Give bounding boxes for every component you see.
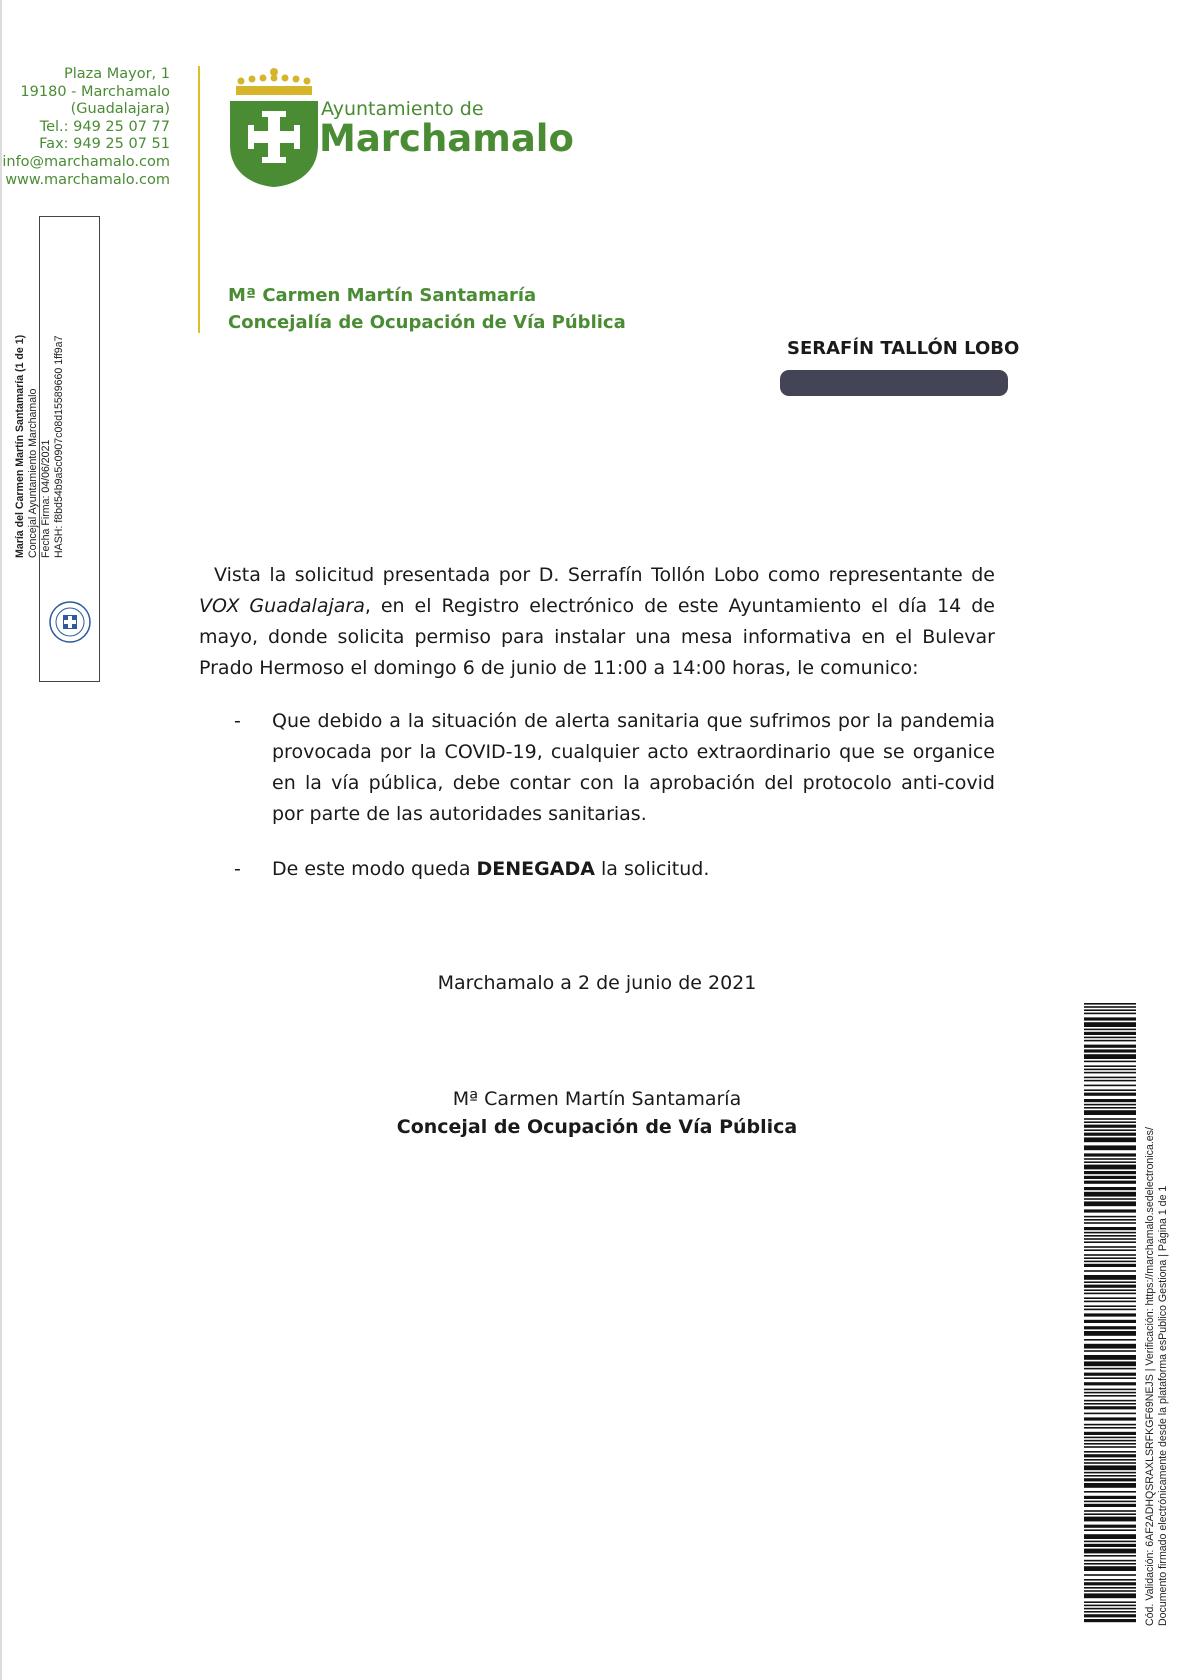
stamp-role: Concejal Ayuntamiento Marchamalo [27, 388, 39, 558]
barcode-bar [1084, 1222, 1136, 1224]
barcode-bar [1084, 1478, 1136, 1481]
barcode-bar [1084, 1496, 1136, 1499]
barcode-bar [1084, 1077, 1136, 1079]
validation-platform: Documento firmado electrónicamente desde la plataforma esPublico Gestiona | Página 1 de 1 [1156, 1185, 1169, 1626]
sender-name: Mª Carmen Martín Santamaría [228, 285, 537, 306]
barcode-bar [1084, 1187, 1136, 1190]
barcode-bar [1084, 1145, 1136, 1150]
barcode-bar [1084, 1216, 1136, 1218]
barcode-bar [1084, 1080, 1136, 1082]
barcode-bar [1084, 1249, 1136, 1251]
barcode-bar [1084, 1417, 1136, 1420]
barcode-bar [1084, 1032, 1136, 1035]
page-edge [0, 0, 2, 1680]
barcode-bar [1084, 1395, 1136, 1397]
signature-title: Concejal de Ocupación de Vía Pública [396, 1116, 798, 1138]
barcode-bar [1084, 1257, 1136, 1259]
barcode-bar [1084, 1171, 1136, 1174]
barcode-bar [1084, 1125, 1136, 1128]
barcode-bar [1084, 1601, 1136, 1603]
barcode-bar [1084, 1437, 1136, 1439]
barcode-bar [1084, 1040, 1136, 1042]
barcode-bar [1084, 1305, 1136, 1307]
barcode-bar [1084, 1579, 1136, 1581]
barcode-bar [1084, 1459, 1136, 1461]
barcode-bar [1084, 1525, 1136, 1528]
barcode-bar [1084, 1297, 1136, 1299]
barcode-bar [1084, 1361, 1136, 1366]
barcode-bar [1084, 1158, 1136, 1160]
barcode-bar [1084, 1275, 1136, 1280]
barcode-bar [1084, 1454, 1136, 1457]
barcode-bar [1084, 1285, 1136, 1288]
barcode-bar [1084, 1181, 1136, 1184]
barcode-bar [1084, 1227, 1136, 1230]
barcode-bar [1084, 1301, 1136, 1303]
barcode-bar [1084, 1254, 1136, 1256]
barcode-bar [1084, 1331, 1136, 1336]
barcode-bar [1084, 1246, 1136, 1248]
barcode-bar [1084, 1501, 1136, 1503]
barcode-bar [1084, 1281, 1136, 1283]
barcode-bar [1084, 1392, 1136, 1394]
barcode-bar [1084, 1377, 1136, 1379]
barcode-bar [1084, 1121, 1136, 1123]
barcode-bar [1084, 1563, 1136, 1565]
body-paragraph [199, 560, 995, 684]
barcode-bar [1084, 1574, 1136, 1576]
barcode-bar [1084, 1293, 1136, 1295]
barcode-bar [1084, 1165, 1136, 1170]
barcode-bar [1084, 1201, 1136, 1206]
barcode-bar [1084, 1534, 1136, 1539]
barcode-bar [1084, 1424, 1136, 1426]
barcode-bar [1084, 1326, 1136, 1329]
barcode-bar [1084, 1099, 1136, 1102]
barcode-bar [1084, 1133, 1136, 1136]
barcode-bar [1084, 1504, 1136, 1507]
barcode-bar [1084, 1085, 1136, 1087]
barcode-bar [1084, 1022, 1136, 1027]
barcode-bar [1084, 1232, 1136, 1234]
barcode-bar [1084, 1006, 1136, 1008]
barcode-bar [1084, 1029, 1136, 1031]
barcode-bar [1084, 1093, 1136, 1096]
barcode-bar [1084, 1465, 1136, 1470]
barcode-bar [1084, 1069, 1136, 1071]
barcode-bar [1084, 1443, 1136, 1445]
barcode-bar [1084, 1313, 1136, 1316]
barcode-bar [1084, 1104, 1136, 1106]
barcode-bar [1084, 1440, 1136, 1442]
contact-fax: Fax: 949 25 07 51 [39, 136, 170, 153]
barcode-bar [1084, 1475, 1136, 1477]
barcode-bar [1084, 1110, 1136, 1115]
contact-postal: 19180 - Marchamalo [20, 83, 170, 100]
barcode-bar [1084, 1614, 1136, 1617]
barcode-bar [1084, 1107, 1136, 1109]
barcode-bar [1084, 1491, 1136, 1493]
barcode-bar [1084, 1118, 1136, 1120]
validation-code: Cód. Validación: 6AF2ADHQSRAXLSRFKGF69NEJS | Verificación: https://marchamalo.sedelectronica.es/ [1144, 1127, 1156, 1626]
barcode-bar [1084, 1608, 1136, 1610]
party-name: VOX Guadalajara [199, 595, 365, 617]
barcode-bar [1084, 1517, 1136, 1522]
barcode-bar [1084, 1373, 1136, 1376]
bullet-dash: - [234, 710, 241, 732]
brand-line-1: Ayuntamiento de [321, 98, 484, 120]
barcode-bar [1084, 1368, 1136, 1370]
barcode-bar [1084, 1009, 1136, 1011]
barcode-bar [1084, 1541, 1136, 1543]
barcode-bar [1084, 1238, 1136, 1240]
stamp-hash: HASH: f8bd54b9a5c0907c08d15589660 1ff9a7 [53, 335, 65, 558]
barcode-bar [1084, 1400, 1136, 1402]
barcode-bar [1084, 1619, 1136, 1622]
header-divider [198, 66, 200, 333]
barcode-bar [1084, 1270, 1136, 1272]
recipient-name: SERAFÍN TALLÓN LOBO [787, 338, 1020, 359]
barcode-bar [1084, 1320, 1136, 1323]
barcode-bar [1084, 1344, 1136, 1349]
barcode-bar [1084, 1198, 1136, 1200]
bullet-text-a: De este modo queda [272, 858, 477, 880]
brand-line-2: Marchamalo [319, 117, 574, 160]
barcode-bar [1084, 1264, 1136, 1267]
barcode-bar [1084, 1544, 1136, 1547]
barcode-bar [1084, 1513, 1136, 1515]
list-item [199, 854, 995, 885]
barcode-bar [1084, 1235, 1136, 1237]
seal-icon [48, 600, 92, 644]
barcode-bar [1084, 1605, 1136, 1607]
barcode-bar [1084, 1219, 1136, 1221]
barcode-bar [1084, 1582, 1136, 1585]
barcode-bar [1084, 1483, 1136, 1488]
sender-department: Concejalía de Ocupación de Vía Pública [228, 312, 626, 333]
contact-block [0, 66, 170, 189]
contact-address: Plaza Mayor, 1 [63, 66, 170, 82]
barcode-bar [1084, 1587, 1136, 1589]
barcode-bar [1084, 1510, 1136, 1512]
barcode-bar [1084, 1045, 1136, 1048]
list-item [199, 706, 995, 830]
stamp-signer: María del Carmen Martín Santamaría (1 de 1) [14, 334, 26, 558]
para-text-b: , en el Registro electrónico de este Ayuntamiento el día 14 de mayo, donde solicita permiso para instalar una mesa informativa en el Bulevar Prado Hermoso el domingo 6 de junio de 11:00 a 14:00 horas, le comunico: [199, 595, 995, 679]
barcode-bar [1084, 1017, 1136, 1020]
barcode-bar [1084, 1413, 1136, 1415]
bullet-text: Que debido a la situación de alerta sanitaria que sufrimos por la pandemia provocada por la COVID-19, cualquier acto extraordinario que se organice en la vía pública, debe contar con la aprobación del protocolo anti-covid por parte de las autoridades sanitarias. [272, 710, 995, 825]
municipal-crest-logo [228, 67, 320, 189]
barcode-bar [1084, 1555, 1136, 1557]
barcode-bar [1084, 1446, 1136, 1448]
barcode-bar [1084, 1072, 1136, 1074]
contact-province: (Guadalajara) [70, 101, 170, 118]
barcode-bar [1084, 1382, 1136, 1385]
barcode-bar [1084, 1566, 1136, 1571]
barcode-bar [1084, 1289, 1136, 1291]
barcode-bar [1084, 1593, 1136, 1598]
contact-tel: Tel.: 949 25 07 77 [39, 118, 170, 135]
barcode-bar [1084, 1241, 1136, 1243]
stamp-date: Fecha Firma: 04/06/2021 [40, 439, 52, 558]
barcode-bar [1084, 1549, 1136, 1554]
barcode-bar [1084, 1427, 1136, 1429]
barcode-bar [1084, 1451, 1136, 1453]
barcode-bar [1084, 1192, 1136, 1197]
barcode-bar [1084, 1054, 1136, 1059]
barcode-bar [1084, 1049, 1136, 1052]
barcode-bar [1084, 1403, 1136, 1405]
barcode-bar [1084, 1309, 1136, 1311]
barcode-bar [1084, 1013, 1136, 1015]
signature-block [199, 1085, 995, 1141]
bullet-text-c: la solicitud. [594, 858, 710, 880]
barcode-bar [1084, 1355, 1136, 1360]
para-text-a: Vista la solicitud presentada por D. Serrafín Tollón Lobo como representante de [214, 564, 995, 586]
barcode-bar [1084, 1560, 1136, 1562]
barcode-bar [1084, 1129, 1136, 1131]
barcode-bar [1084, 1153, 1136, 1156]
barcode-bar [1084, 1037, 1136, 1039]
barcode [1084, 1003, 1136, 1625]
barcode-bar [1084, 1472, 1136, 1474]
barcode-bar [1084, 1161, 1136, 1163]
barcode-bar [1084, 1061, 1136, 1063]
contact-web: www.marchamalo.com [5, 171, 170, 188]
redacted-email [780, 370, 1008, 396]
barcode-bar [1084, 1065, 1136, 1067]
barcode-bar [1084, 1389, 1136, 1391]
barcode-bar [1084, 1611, 1136, 1613]
barcode-bar [1084, 1209, 1136, 1212]
date-line: Marchamalo a 2 de junio de 2021 [437, 972, 757, 994]
barcode-bar [1084, 1590, 1136, 1592]
bullet-dash: - [234, 858, 241, 880]
barcode-bar [1084, 1350, 1136, 1352]
letter-body [199, 560, 995, 885]
signature-stamp-text [14, 312, 66, 558]
signature-name: Mª Carmen Martín Santamaría [452, 1088, 742, 1110]
sender-block [228, 282, 626, 336]
barcode-bar [1084, 1406, 1136, 1409]
barcode-bar [1084, 1462, 1136, 1464]
barcode-bar [1084, 1176, 1136, 1179]
barcode-bar [1084, 1003, 1136, 1005]
barcode-bar [1084, 1089, 1136, 1091]
contact-email: info@marchamalo.com [2, 153, 170, 170]
barcode-bar [1084, 1261, 1136, 1263]
decision-word: DENEGADA [476, 858, 595, 880]
barcode-bar [1084, 1432, 1136, 1435]
barcode-bar [1084, 1529, 1136, 1531]
barcode-bar [1084, 1137, 1136, 1142]
barcode-bar [1084, 1339, 1136, 1341]
